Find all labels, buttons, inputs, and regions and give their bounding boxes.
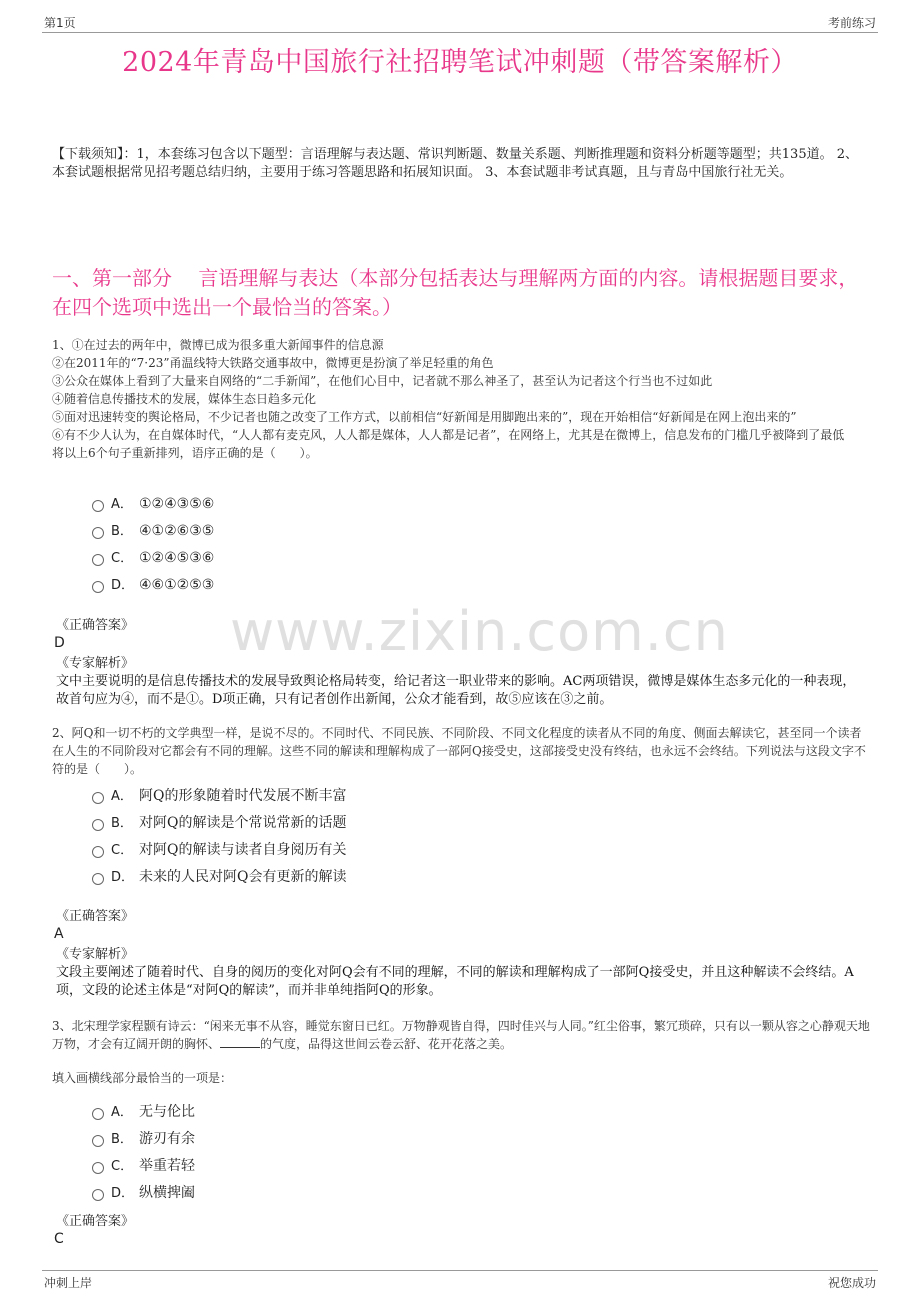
question-1-stem	[52, 336, 872, 462]
option-c[interactable]: C． 对阿Q的解读与读者自身阅历有关	[92, 840, 346, 867]
document-title: 2024年青岛中国旅行社招聘笔试冲刺题（带答案解析）	[122, 47, 798, 78]
q1-line: ③公众在媒体上看到了大量来自网络的“二手新闻”，在他们心目中，记者就不那么神圣了，甚至认为记者这个行当也不过如此	[52, 374, 713, 388]
question-2-options	[92, 786, 346, 894]
radio-icon[interactable]	[92, 1189, 104, 1201]
question-1-options	[92, 494, 214, 602]
page-header	[42, 12, 878, 33]
question-3-prompt: 填入画横线部分最恰当的一项是：	[52, 1071, 233, 1085]
question-2-answer: A	[54, 926, 64, 942]
analysis-label: 《专家解析》	[56, 656, 135, 671]
question-1-analysis: 文中主要说明的是信息传播技术的发展导致舆论格局转变，给记者这一职业带来的影响。AC两项错误，微博是媒体生态多元化的一种表现，故首句应为④，而不是①。D项正确，只有记者创作出新闻，公众才能看到，故⑤应该在③之前。	[56, 674, 856, 707]
q1-line: ⑤面对迅速转变的舆论格局，不少记者也随之改变了工作方式，以前相信“好新闻是用脚跑出来的”，现在开始相信“好新闻是在网上泡出来的”	[52, 410, 797, 424]
option-d[interactable]: D． 纵横捭阖	[92, 1183, 195, 1210]
footer-right: 祝您成功	[827, 1276, 876, 1290]
download-notice: 【下载须知】：1，本套练习包含以下题型：言语理解与表达题、常识判断题、数量关系题、判断推理题和资料分析题等题型；共135道。 2、本套试题根据常见招考题总结归纳，主要用于练习答题思路和拓展知识面。 3、本套试题非考试真题，且与青岛中国旅行社无关。	[52, 147, 858, 180]
option-a[interactable]: A． 无与伦比	[92, 1102, 195, 1129]
q1-line: ②在2011年的“7·23”甬温线特大铁路交通事故中，微博更是扮演了举足轻重的角色	[52, 356, 494, 370]
radio-icon[interactable]	[92, 1162, 104, 1174]
page-footer	[42, 1270, 878, 1291]
radio-icon[interactable]	[92, 1108, 104, 1120]
radio-icon[interactable]	[92, 554, 104, 566]
option-a[interactable]: A． 阿Q的形象随着时代发展不断丰富	[92, 786, 346, 813]
radio-icon[interactable]	[92, 500, 104, 512]
question-2-analysis: 文段主要阐述了随着时代、自身的阅历的变化对阿Q会有不同的理解，不同的解读和理解构成了一部阿Q接受史，并且这种解读不会终结。A项，文段的论述主体是“对阿Q的解读”，而并非单纯指阿Q的形象。	[56, 965, 854, 998]
radio-icon[interactable]	[92, 846, 104, 858]
q1-line: ④随着信息传播技术的发展，媒体生态日趋多元化	[52, 392, 317, 406]
answer-label: 《正确答案》	[56, 909, 135, 924]
answer-label: 《正确答案》	[56, 618, 135, 633]
option-d[interactable]: D． ④⑥①②⑤③	[92, 575, 214, 602]
question-2-stem: 2、阿Q和一切不朽的文学典型一样，是说不尽的。不同时代、不同民族、不同阶段、不同文化程度的读者从不同的角度、侧面去解读它，甚至同一个读者在人生的不同阶段对它都会有不同的理解。这些不同的解读和理解构成了一部阿Q接受史，这部接受史没有终结，也永远不会终结。下列说法与这段文字不符的是（ ）。	[52, 726, 866, 776]
q1-line: ⑥有不少人认为，在自媒体时代，“人人都有麦克风，人人都是媒体，人人都是记者”，在网络上，尤其是在微博上，信息发布的门槛几乎被降到了最低	[52, 428, 845, 442]
watermark: www.zixin.com.cn	[230, 600, 729, 663]
option-c[interactable]: C． 举重若轻	[92, 1156, 195, 1183]
header-label: 考前练习	[827, 16, 876, 30]
option-a[interactable]: A． ①②④③⑤⑥	[92, 494, 214, 521]
option-b[interactable]: B． 对阿Q的解读是个常说常新的话题	[92, 813, 346, 840]
option-b[interactable]: B． ④①②⑥③⑤	[92, 521, 214, 548]
question-3-options	[92, 1102, 195, 1210]
option-b[interactable]: B． 游刃有余	[92, 1129, 195, 1156]
question-3-stem: 3、北宋理学家程颢有诗云：“闲来无事不从容，睡觉东窗日已红。万物静观皆自得，四时佳兴与人同。”红尘俗事，繁冗琐碎，只有以一颗从容之心静观天地万物，才会有辽阔开朗的胸怀、 的气度，品得这世间云卷云舒、花开花落之美。	[52, 1019, 870, 1051]
radio-icon[interactable]	[92, 527, 104, 539]
radio-icon[interactable]	[92, 792, 104, 804]
q1-line: 1、①在过去的两年中，微博已成为很多重大新闻事件的信息源	[52, 338, 384, 352]
section-heading: 一、第一部分 言语理解与表达（本部分包括表达与理解两方面的内容。请根据题目要求，在四个选项中选出一个最恰当的答案。）	[52, 266, 859, 319]
radio-icon[interactable]	[92, 1135, 104, 1147]
radio-icon[interactable]	[92, 581, 104, 593]
question-3-answer: C	[54, 1231, 64, 1247]
answer-label: 《正确答案》	[56, 1214, 135, 1229]
fill-blank	[220, 1035, 260, 1048]
option-d[interactable]: D． 未来的人民对阿Q会有更新的解读	[92, 867, 346, 894]
q1-line: 将以上6个句子重新排列，语序正确的是（ ）。	[52, 446, 318, 460]
radio-icon[interactable]	[92, 819, 104, 831]
footer-left: 冲刺上岸	[44, 1276, 93, 1290]
radio-icon[interactable]	[92, 873, 104, 885]
question-1-answer: D	[54, 635, 65, 651]
option-c[interactable]: C． ①②④⑤③⑥	[92, 548, 214, 575]
page-number: 第1页	[44, 16, 76, 30]
analysis-label: 《专家解析》	[56, 947, 135, 962]
